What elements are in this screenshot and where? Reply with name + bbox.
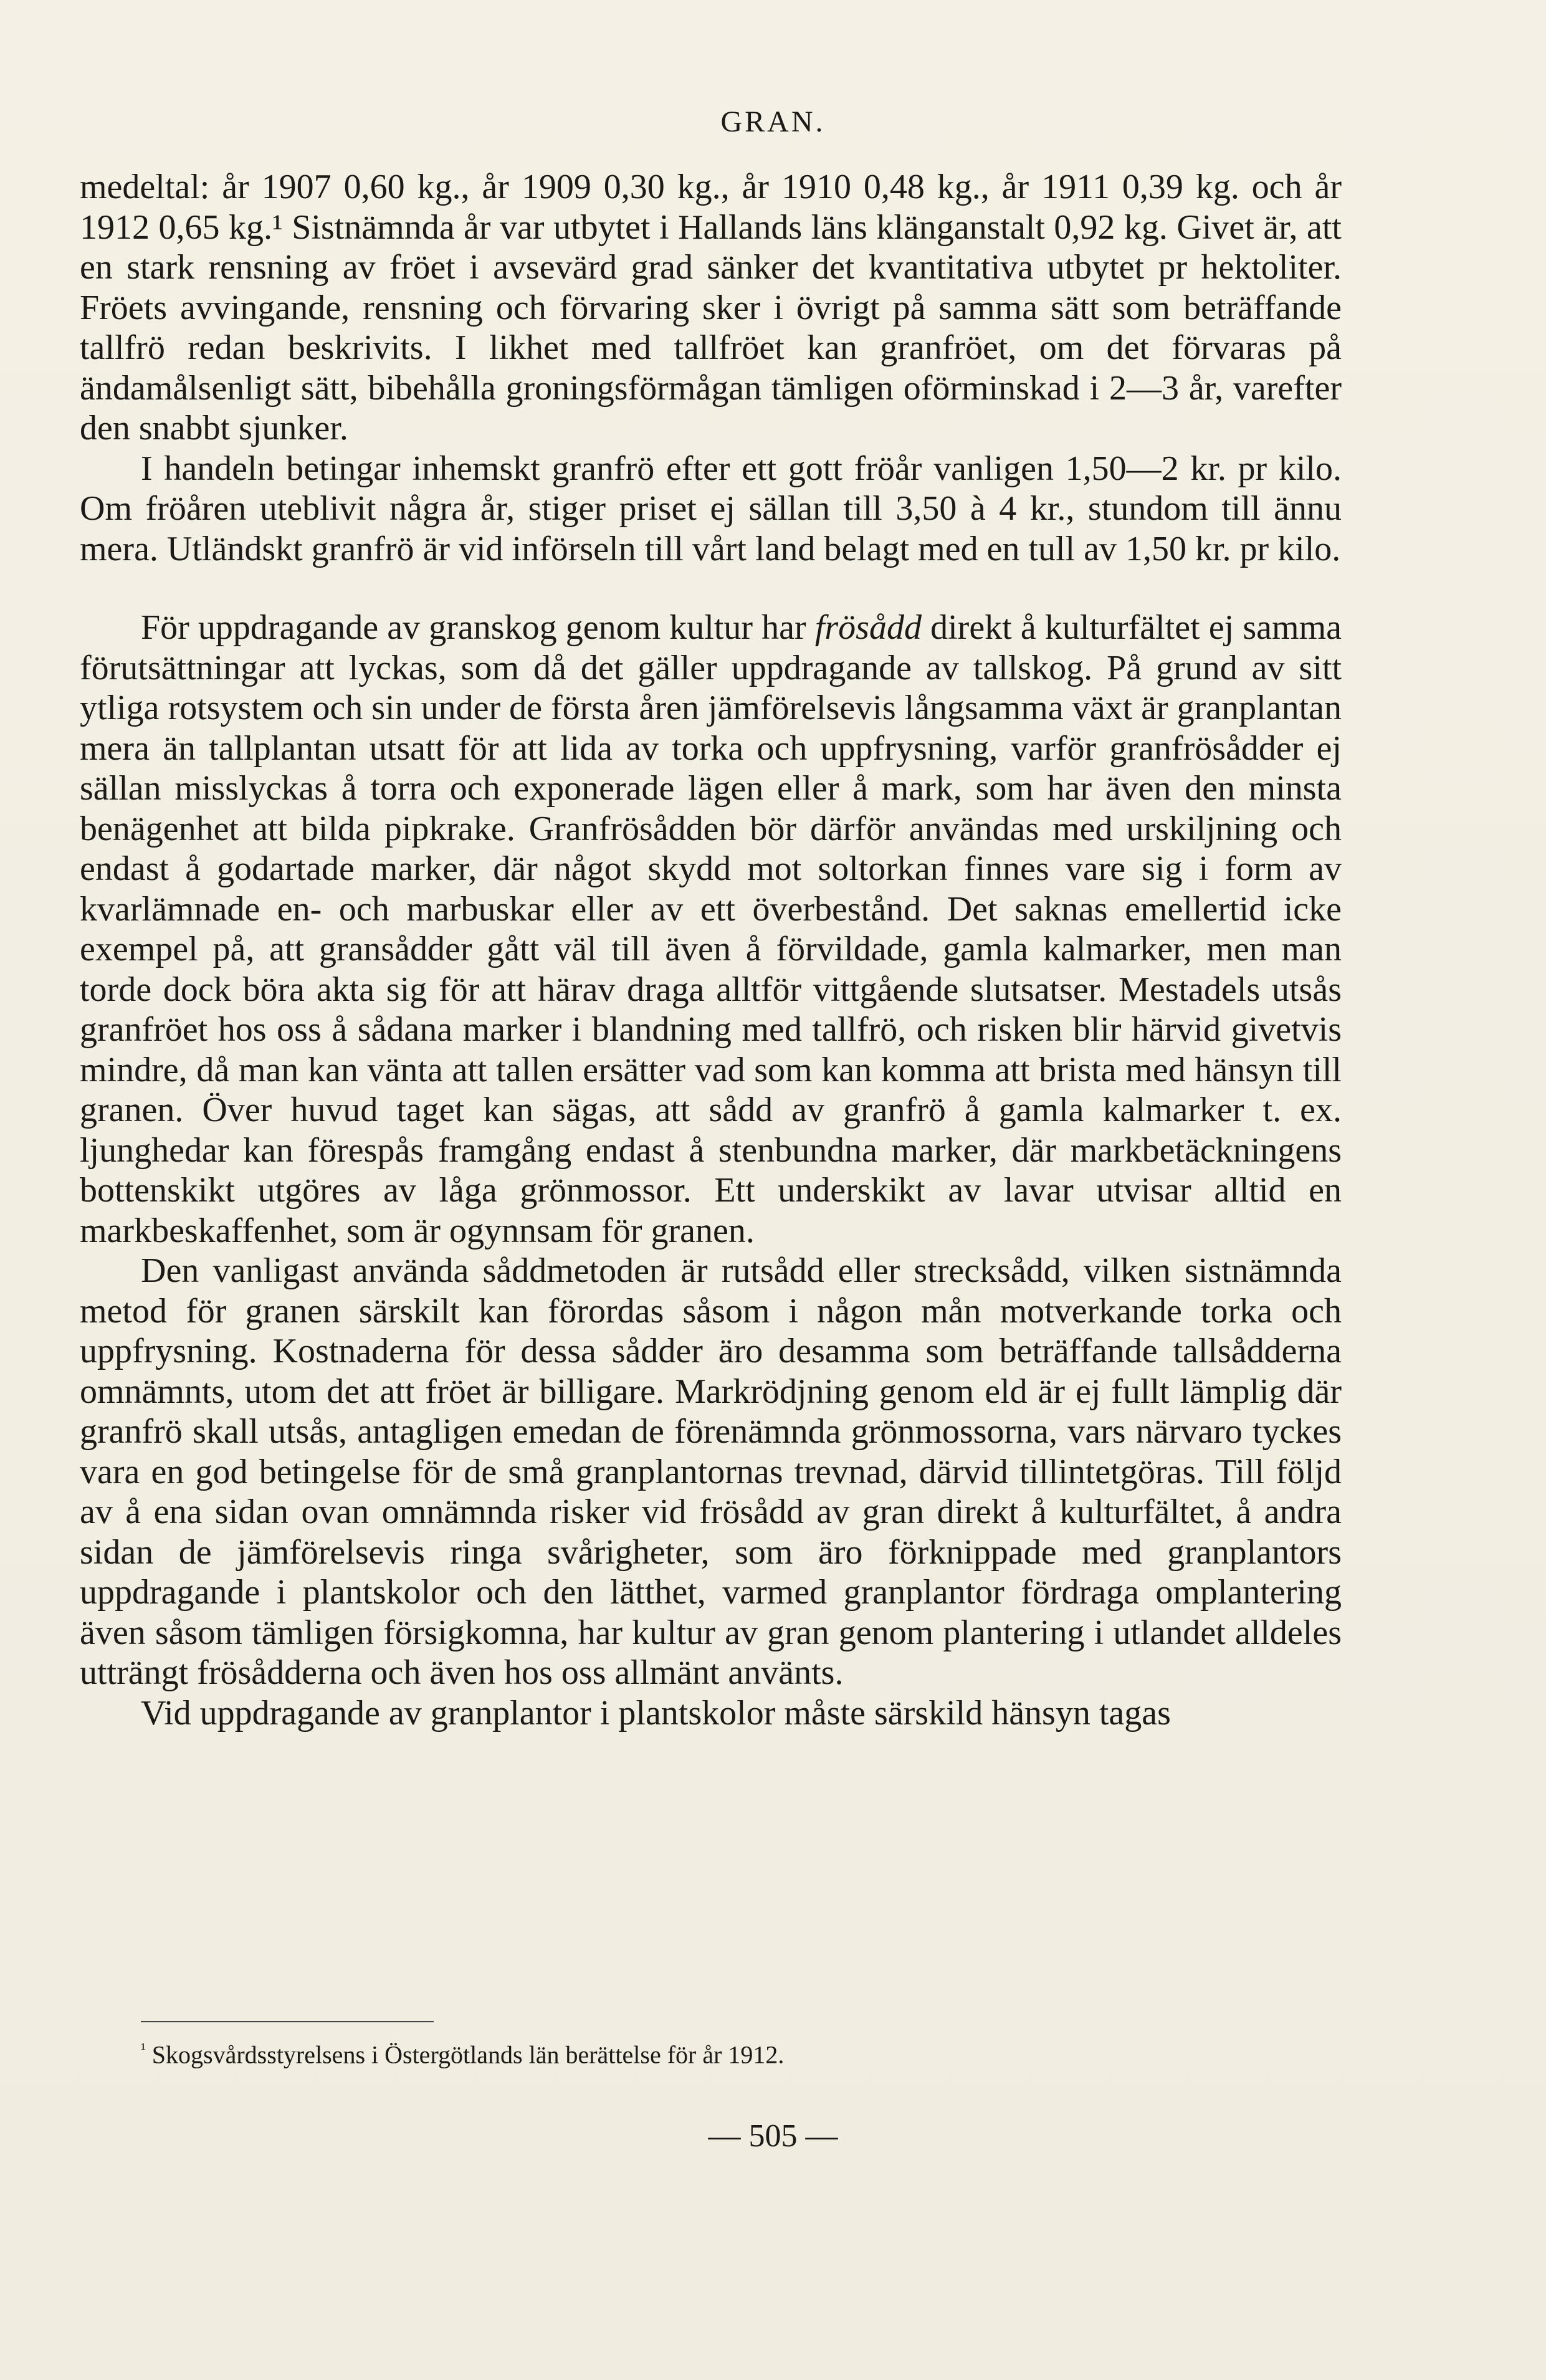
paragraph-2: I handeln betingar inhemskt granfrö efter ett gott fröår vanligen 1,50—2 kr. pr kilo. Om fröåren uteblivit några år, stiger priset ej sällan till 3,50 à 4 kr., stundom till ännu mera. Utländskt granfrö är vid införseln till vårt land belagt med en tull av 1,50 kr. pr kilo. <box>80 449 1342 568</box>
paragraph-5: Vid uppdragande av granplantor i plantskolor måste särskild hänsyn tagas <box>141 1693 1171 1732</box>
footnote <box>141 2034 1325 2070</box>
paragraph-3 <box>80 608 1342 1251</box>
footnote-text: Skogsvårdsstyrelsens i Östergötlands län berättelse för år 1912. <box>151 2040 785 2069</box>
page-number: — 505 — <box>708 2118 838 2154</box>
footnote-divider <box>141 2021 434 2022</box>
running-header: GRAN. <box>720 105 826 138</box>
paragraph-4: Den vanligast använda såddmetoden är rutsådd eller strecksådd, vilken sistnämnda metod för granen särskilt kan förordas såsom i någon mån motverkande torka och uppfrysning. Kostnaderna för dessa sådder äro desamma som beträffande tallsådderna omnämnts, utom det att fröet är billigare. Markrödjning genom eld är ej fullt lämplig där granfrö skall utsås, antagligen emedan de förenämnda grönmossorna, vars närvaro tyckes vara en god betingelse för de små granplantornas trevnad, därvid tillintetgöras. Till följd av å ena sidan ovan omnämnda risker vid frösådd av gran direkt å kulturfältet, å andra sidan de jämförelsevis ringa svårigheter, som äro förknippade med granplantors uppdragande i plantskolor och den lätthet, varmed granplantor fördraga omplantering även såsom tämligen försigkomna, har kultur av gran genom plantering i utlandet alldeles utträngt frösådderna och även hos oss allmänt använts. <box>80 1251 1342 1692</box>
footnote-marker: ¹ <box>141 2040 146 2058</box>
paragraph-3-lead: För uppdragande av granskog genom kultur har <box>141 608 815 647</box>
body-text <box>80 167 1342 1733</box>
paragraph-1: medeltal: år 1907 0,60 kg., år 1909 0,30 kg., år 1910 0,48 kg., år 1911 0,39 kg. och år 1912 0,65 kg.¹ Sistnämnda år var utbytet i Hallands läns klänganstalt 0,92 kg. Givet är, att en stark rensning av fröet i avsevärd grad sänker det kvantitativa utbytet pr hektoliter. Fröets avvingande, rensning och förvaring sker i övrigt på samma sätt som beträffande tallfrö redan beskrivits. I likhet med tallfröet kan granfröet, om det förvaras på ändamålsenligt sätt, bibehålla groningsförmågan tämligen oförminskad i 2—3 år, varefter den snabbt sjunker. <box>80 168 1342 447</box>
paragraph-3-rest: direkt å kulturfältet ej samma förutsättningar att lyckas, som då det gäller uppdragande av tallskog. På grund av sitt ytliga rotsystem och sin under de första åren jämförelsevis långsamma växt är granplantan mera än tallplantan utsatt för att lida av torka och uppfrysning, varför granfrösådder ej sällan misslyckas å torra och exponerade lägen eller å mark, som har även den minsta benägenhet att bilda pipkrake. Granfrösådden bör därför användas med urskiljning och endast å godartade marker, där något skydd mot soltorkan finnes vare sig i form av kvarlämnade en- och marbuskar eller av ett överbestånd. Det saknas emellertid icke exempel på, att gransådder gått väl till även å förvildade, gamla kalmarker, men man torde dock böra akta sig för att härav draga alltför vittgående slutsatser. Mestadels utsås granfröet hos oss å sådana marker i blandning med tallfrö, och risken blir härvid givetvis mindre, då man kan vänta att tallen ersätter vad som kan komma att brista med hänsyn till granen. Över huvud taget kan sägas, att sådd av granfrö å gamla kalmarker t. ex. ljunghedar kan förespås framgång endast å stenbundna marker, där markbetäckningens bottenskikt utgöres av låga grönmossor. Ett underskikt av lavar utvisar alltid en markbeskaffenhet, som är ogynnsam för granen. <box>80 608 1342 1250</box>
paragraph-3-italic-term: frösådd <box>814 608 922 647</box>
